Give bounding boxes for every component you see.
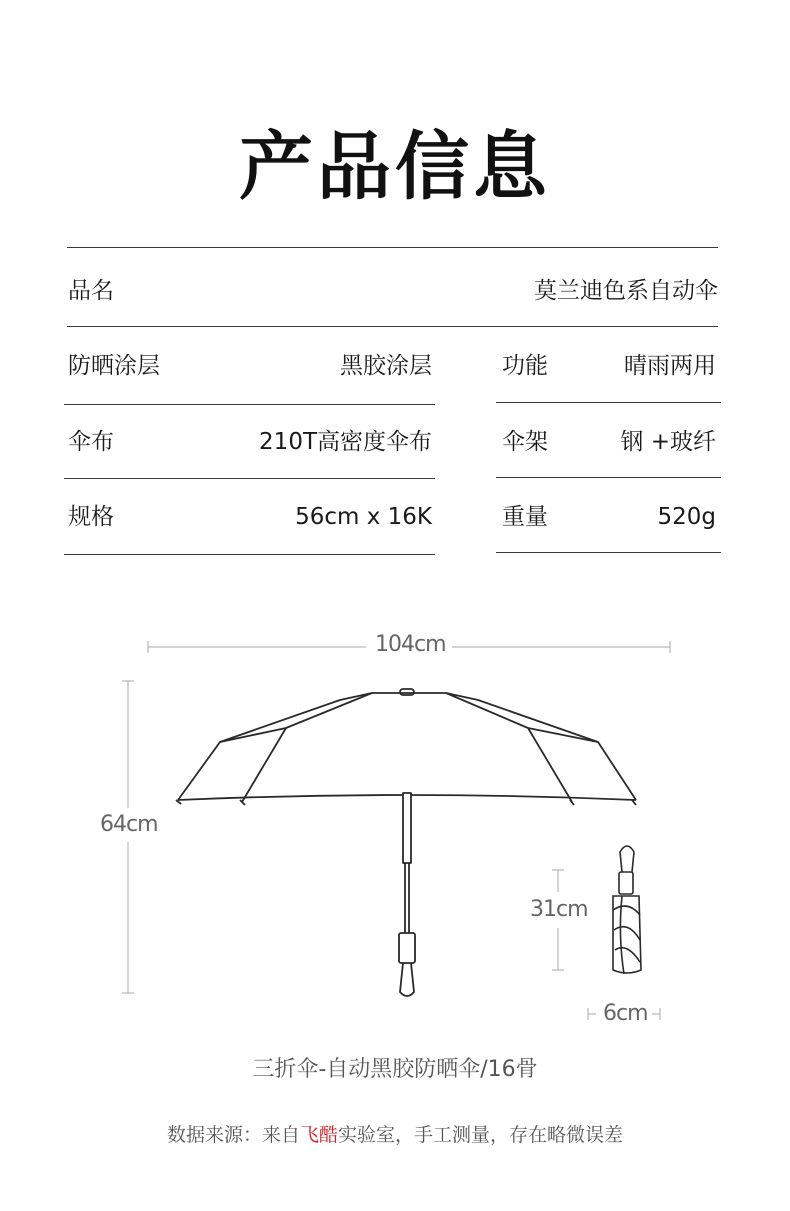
spec-label-fabric: 伞布: [68, 429, 114, 455]
source-suffix: 实验室，手工测量，存在略微误差: [338, 1124, 624, 1146]
spec-label-function: 功能: [502, 353, 548, 379]
page-title: 产品信息: [239, 124, 551, 210]
spec-value-fabric: 210T高密度伞布: [259, 429, 432, 455]
spec-value-frame: 钢 +玻纤: [620, 429, 716, 455]
spec-label-coating: 防晒涂层: [68, 353, 160, 379]
open-height-label: 64cm: [100, 812, 158, 837]
spec-label-frame: 伞架: [502, 429, 548, 455]
folded-width-label: 6cm: [603, 1001, 648, 1026]
folded-length-label: 31cm: [530, 897, 588, 922]
source-brand: 飞酷: [299, 1124, 338, 1146]
spec-label-weight: 重量: [502, 504, 548, 530]
product-name-label: 品名: [68, 278, 114, 304]
open-width-label: 104cm: [375, 632, 446, 657]
height-dimension-line: [122, 681, 134, 993]
data-source-note: [0, 1120, 790, 1147]
folded-umbrella-icon: [613, 846, 641, 974]
spec-label-size: 规格: [68, 504, 114, 530]
spec-value-function: 晴雨两用: [624, 353, 716, 379]
open-umbrella-icon: [176, 689, 636, 996]
spec-value-size: 56cm x 16K: [295, 504, 432, 530]
spec-value-coating: 黑胶涂层: [340, 353, 432, 379]
product-name-value: 莫兰迪色系自动伞: [534, 278, 718, 304]
diagram-caption: 三折伞-自动黑胶防晒伞/16骨: [252, 1057, 538, 1082]
spec-value-weight: 520g: [657, 504, 716, 530]
source-prefix: 数据来源：来自: [166, 1124, 300, 1146]
